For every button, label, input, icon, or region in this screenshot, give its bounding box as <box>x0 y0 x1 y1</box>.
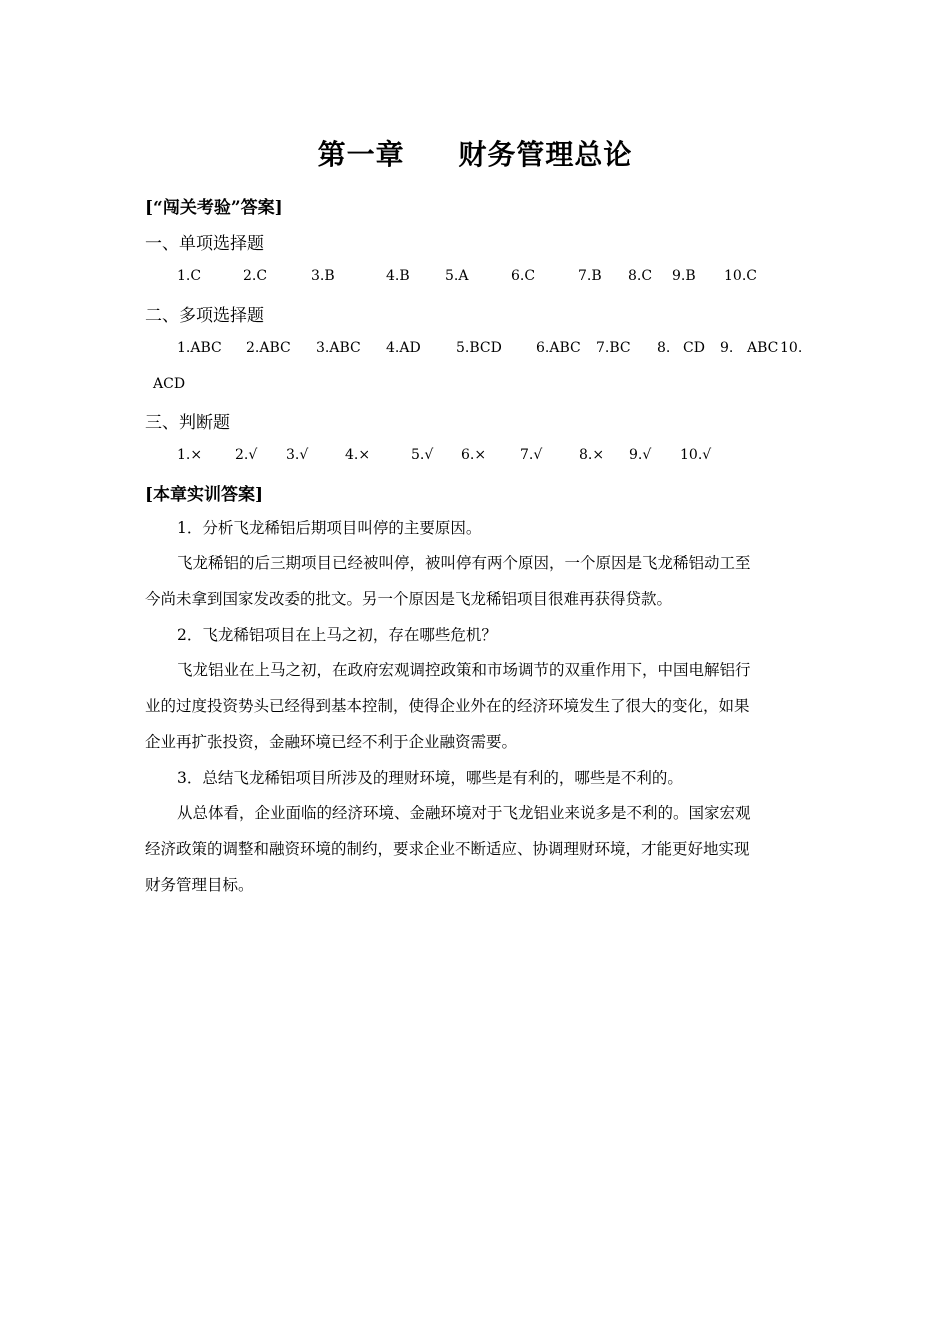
multi-choice-heading: 二、多项选择题 <box>145 306 264 326</box>
answer-item: 9.√ <box>629 447 652 463</box>
answer-item: 5.√ <box>411 447 434 463</box>
answer-item: 5.BCD <box>456 340 502 356</box>
training-answer-2-line: 企业再扩张投资，金融环境已经不利于企业融资需要。 <box>145 733 518 751</box>
answer-item: 8.C <box>628 268 653 284</box>
chapter-title: 第一章 财务管理总论 <box>317 138 633 171</box>
answer-item: 4.× <box>345 447 371 463</box>
training-question-2: 2．飞龙稀铝项目在上马之初，存在哪些危机？ <box>177 626 497 644</box>
answer-item: ABC <box>747 340 779 356</box>
true-false-heading: 三、判断题 <box>145 413 230 433</box>
answer-item: 7.B <box>578 268 602 284</box>
quiz-answers-header: [“闯关考验”答案] <box>145 198 283 218</box>
answer-item: ACD <box>153 376 186 392</box>
answer-item: 9. <box>720 340 734 356</box>
training-answer-1-line: 飞龙稀铝的后三期项目已经被叫停，被叫停有两个原因，一个原因是飞龙稀铝动工至 <box>177 554 751 572</box>
answer-item: 9.B <box>672 268 696 284</box>
training-answer-3-line: 财务管理目标。 <box>145 876 254 894</box>
answer-item: 7.√ <box>520 447 543 463</box>
training-answer-1-line: 今尚未拿到国家发改委的批文。另一个原因是飞龙稀铝项目很难再获得贷款。 <box>145 590 673 608</box>
single-choice-heading: 一、单项选择题 <box>145 234 264 254</box>
answer-item: 4.B <box>386 268 410 284</box>
answer-item: 8.× <box>579 447 605 463</box>
training-question-3: 3．总结飞龙稀铝项目所涉及的理财环境，哪些是有利的，哪些是不利的。 <box>177 769 683 787</box>
answer-item: 1.× <box>177 447 203 463</box>
training-answer-3-line: 从总体看，企业面临的经济环境、金融环境对于飞龙铝业来说多是不利的。国家宏观 <box>177 804 751 822</box>
answer-item: 7.BC <box>596 340 631 356</box>
answer-item: 5.A <box>445 268 469 284</box>
answer-item: CD <box>683 340 705 356</box>
answer-item: 10. <box>780 340 803 356</box>
answer-item: 3.B <box>311 268 335 284</box>
answer-item: 2.C <box>243 268 268 284</box>
answer-item: 6.ABC <box>536 340 581 356</box>
answer-item: 2.ABC <box>246 340 291 356</box>
answer-item: 2.√ <box>235 447 258 463</box>
answer-item: 3.√ <box>286 447 309 463</box>
answer-item: 4.AD <box>386 340 421 356</box>
training-answers-header: [本章实训答案] <box>145 485 264 505</box>
answer-item: 6.× <box>461 447 487 463</box>
answer-item: 10.C <box>724 268 757 284</box>
training-question-1: 1．分析飞龙稀铝后期项目叫停的主要原因。 <box>177 519 482 537</box>
training-answer-3-line: 经济政策的调整和融资环境的制约，要求企业不断适应、协调理财环境，才能更好地实现 <box>145 840 750 858</box>
answer-item: 1.C <box>177 268 202 284</box>
answer-item: 10.√ <box>680 447 712 463</box>
training-answer-2-line: 业的过度投资势头已经得到基本控制，使得企业外在的经济环境发生了很大的变化，如果 <box>145 697 750 715</box>
answer-item: 8. <box>657 340 671 356</box>
answer-item: 1.ABC <box>177 340 222 356</box>
answer-item: 3.ABC <box>316 340 361 356</box>
answer-item: 6.C <box>511 268 536 284</box>
training-answer-2-line: 飞龙铝业在上马之初，在政府宏观调控政策和市场调节的双重作用下，中国电解铝行 <box>177 661 751 679</box>
